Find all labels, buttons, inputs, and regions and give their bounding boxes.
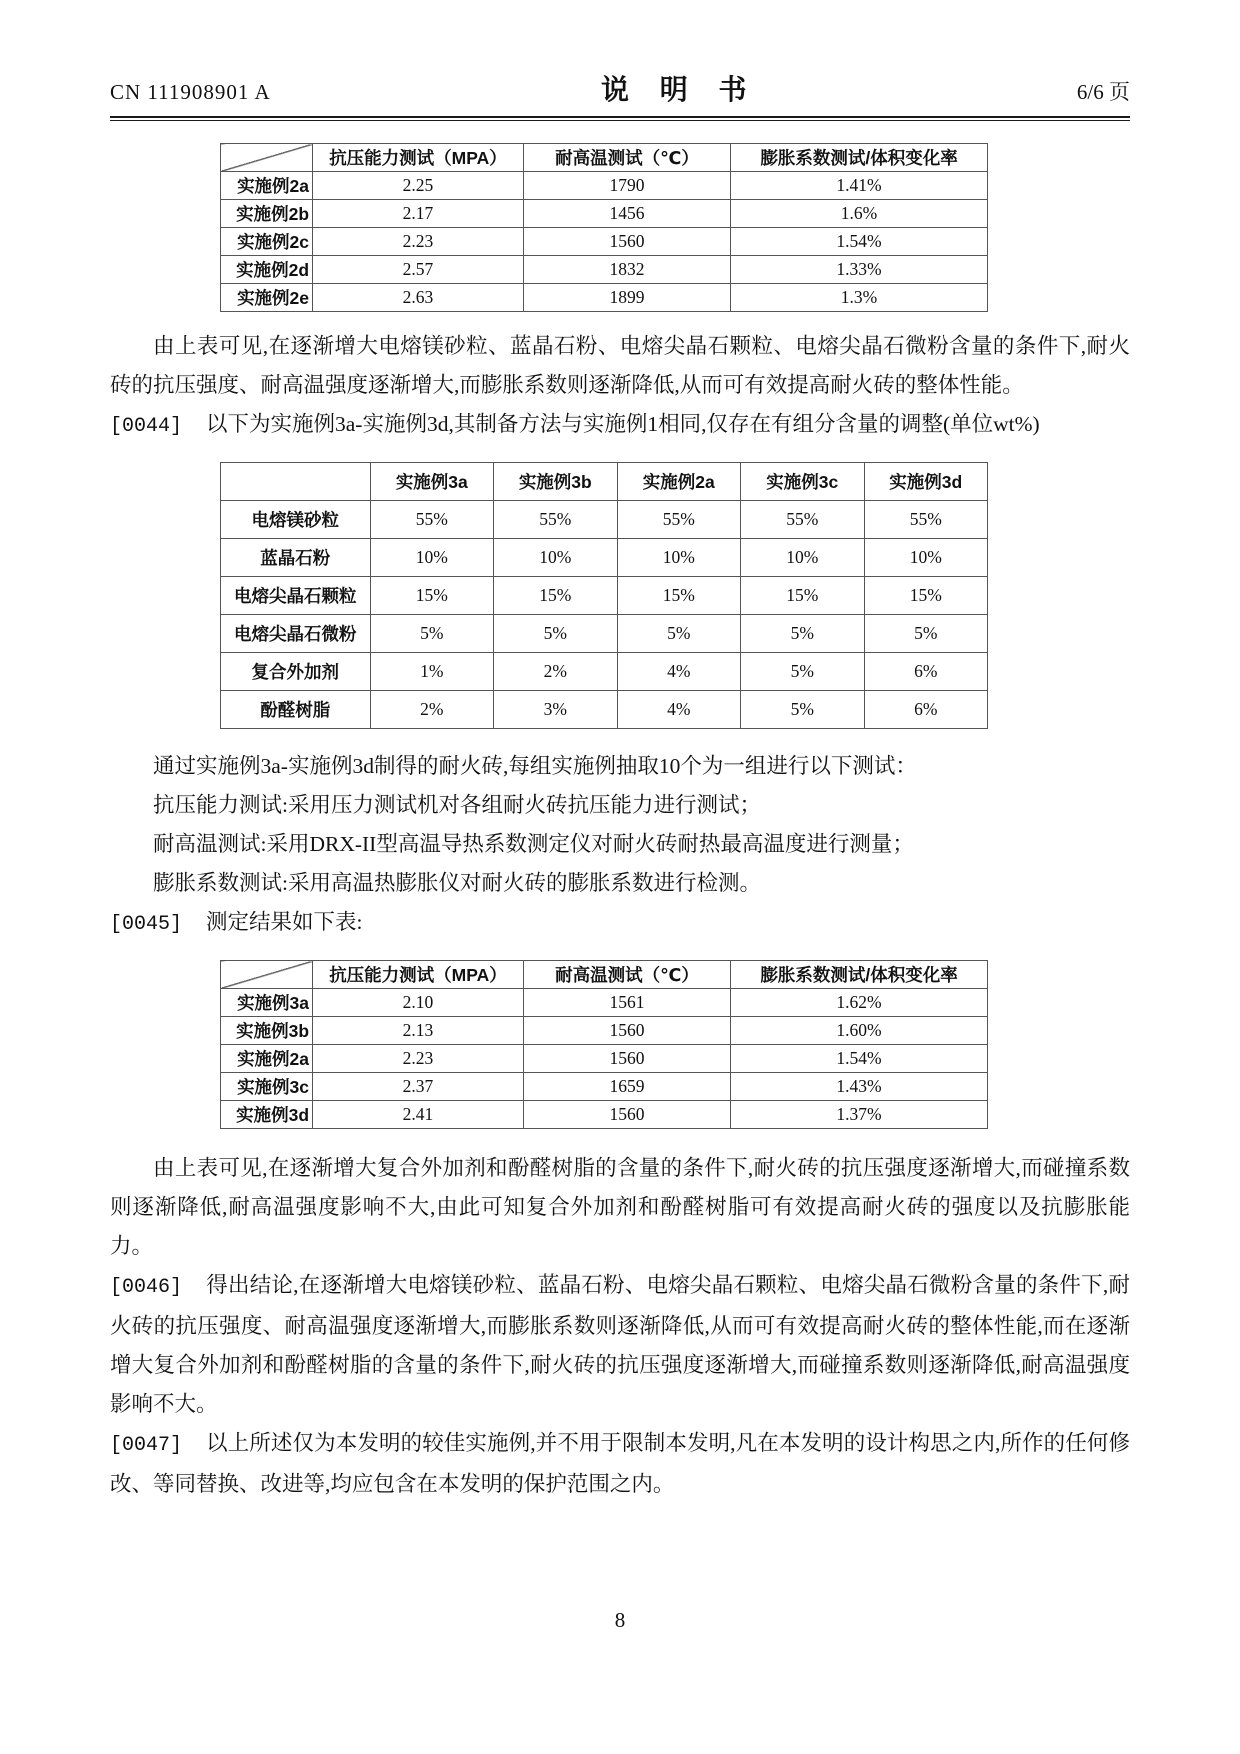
corner-cell — [221, 961, 313, 989]
row-label: 实施例2d — [221, 256, 313, 284]
table-cell: 6% — [864, 691, 988, 729]
document-number: CN 111908901 A — [110, 80, 271, 104]
table-cell: 1.33% — [731, 256, 988, 284]
table-cell: 5% — [864, 615, 988, 653]
table-row — [221, 1045, 988, 1073]
row-label: 实施例2e — [221, 284, 313, 312]
table-header-row — [221, 144, 988, 172]
table-cell: 2.17 — [313, 200, 524, 228]
page-indicator: 6/6 页 — [1076, 80, 1130, 104]
column-header: 耐高温测试（℃） — [523, 144, 730, 172]
table-cell: 1.3% — [731, 284, 988, 312]
table-cell: 10% — [864, 539, 988, 577]
row-label: 电熔镁砂粒 — [221, 501, 371, 539]
column-header: 实施例3d — [864, 463, 988, 501]
table-row — [221, 653, 988, 691]
row-label: 实施例2c — [221, 228, 313, 256]
table-row — [221, 989, 988, 1017]
paragraph: 通过实施例3a-实施例3d制得的耐火砖,每组实施例抽取10个为一组进行以下测试： — [153, 754, 917, 778]
table-cell: 4% — [617, 653, 740, 691]
table-cell: 2.23 — [313, 228, 524, 256]
table-cell: 2.41 — [313, 1101, 524, 1129]
paragraph: 抗压能力测试:采用压力测试机对各组耐火砖抗压能力进行测试； — [153, 793, 761, 817]
table-row — [221, 200, 988, 228]
paragraph-text: 以上所述仅为本发明的较佳实施例,并不用于限制本发明,凡在本发明的设计构思之内,所作的任何修改、等同替换、改进等,均应包含在本发明的保护范围之内。 — [110, 1431, 1130, 1496]
table-cell: 55% — [741, 501, 864, 539]
column-header: 实施例3b — [494, 463, 617, 501]
table-row — [221, 501, 988, 539]
paragraph-text: 得出结论,在逐渐增大电熔镁砂粒、蓝晶石粉、电熔尖晶石颗粒、电熔尖晶石微粉含量的条件下,耐火砖的抗压强度、耐高温强度逐渐增大,而膨胀系数则逐渐降低,从而可有效提高耐火砖的整体性能,而在逐渐增大复合外加剂和酚醛树脂的含量的条件下,耐火砖的抗压强度逐渐增大,而碰撞系数则逐渐降低,耐高温强度影响不大。 — [110, 1273, 1130, 1416]
row-label: 实施例3a — [221, 989, 313, 1017]
table-cell: 10% — [741, 539, 864, 577]
page-number: 8 — [614, 1608, 626, 1632]
table-cell: 15% — [864, 577, 988, 615]
table-cell: 1.41% — [731, 172, 988, 200]
body-text — [110, 747, 1130, 944]
results-table-examples-3 — [220, 960, 988, 1129]
table-cell: 1% — [370, 653, 493, 691]
table-cell: 1.6% — [731, 200, 988, 228]
table-cell: 1.37% — [731, 1101, 988, 1129]
column-header: 实施例2a — [617, 463, 740, 501]
table-cell: 2.10 — [313, 989, 524, 1017]
paragraph-text: 以下为实施例3a-实施例3d,其制备方法与实施例1相同,仅存在有组分含量的调整(单位wt%) — [206, 412, 1040, 436]
table-cell: 1.62% — [731, 989, 988, 1017]
row-label: 实施例2b — [221, 200, 313, 228]
table-cell: 1560 — [523, 1045, 730, 1073]
table-header-row — [221, 463, 988, 501]
table-cell: 1790 — [523, 172, 730, 200]
row-label: 酚醛树脂 — [221, 691, 371, 729]
table-row — [221, 1101, 988, 1129]
paragraph: 耐高温测试:采用DRX-II型高温导热系数测定仪对耐火砖耐热最高温度进行测量； — [153, 832, 914, 856]
header-rule — [110, 116, 1130, 121]
table-cell: 1899 — [523, 284, 730, 312]
row-label: 实施例3b — [221, 1017, 313, 1045]
paragraph-0046 — [110, 1266, 1130, 1424]
page-header — [110, 68, 1130, 108]
paragraph-0045 — [110, 903, 1130, 944]
table-cell: 55% — [494, 501, 617, 539]
table-cell: 15% — [494, 577, 617, 615]
table-cell: 10% — [494, 539, 617, 577]
table-cell: 1560 — [523, 1017, 730, 1045]
table-cell: 10% — [617, 539, 740, 577]
table-cell: 2.37 — [313, 1073, 524, 1101]
row-label: 复合外加剂 — [221, 653, 371, 691]
table-cell: 10% — [370, 539, 493, 577]
column-header: 抗压能力测试（MPA） — [313, 144, 524, 172]
table-cell: 5% — [741, 615, 864, 653]
table-cell: 2.23 — [313, 1045, 524, 1073]
column-header: 实施例3c — [741, 463, 864, 501]
row-label: 电熔尖晶石颗粒 — [221, 577, 371, 615]
table-cell: 1456 — [523, 200, 730, 228]
table-row — [221, 577, 988, 615]
table-cell: 5% — [494, 615, 617, 653]
table-cell: 2.25 — [313, 172, 524, 200]
table-cell: 15% — [617, 577, 740, 615]
table-header-row — [221, 961, 988, 989]
page-title: 说明书 — [600, 74, 778, 105]
results-table-examples-2 — [220, 143, 988, 312]
column-header: 膨胀系数测试/体积变化率 — [731, 144, 988, 172]
table-row — [221, 615, 988, 653]
row-label: 实施例2a — [221, 1045, 313, 1073]
table-cell: 5% — [741, 653, 864, 691]
paragraph: 由上表可见,在逐渐增大复合外加剂和酚醛树脂的含量的条件下,耐火砖的抗压强度逐渐增大,而碰撞系数则逐渐降低,耐高温强度影响不大,由此可知复合外加剂和酚醛树脂可有效提高耐火砖的强度以及抗膨胀能力。 — [110, 1156, 1130, 1258]
table-cell: 1560 — [523, 228, 730, 256]
table-cell: 1.54% — [731, 1045, 988, 1073]
table-cell: 1561 — [523, 989, 730, 1017]
table-cell: 2.13 — [313, 1017, 524, 1045]
row-label: 实施例3d — [221, 1101, 313, 1129]
table-cell: 4% — [617, 691, 740, 729]
table-cell: 6% — [864, 653, 988, 691]
paragraph-number: [0046] — [110, 1276, 183, 1299]
table-row — [221, 228, 988, 256]
table-cell: 1.43% — [731, 1073, 988, 1101]
table-row — [221, 1017, 988, 1045]
table-row — [221, 1073, 988, 1101]
corner-cell — [221, 463, 371, 501]
table-cell: 55% — [864, 501, 988, 539]
paragraph-0047 — [110, 1424, 1130, 1504]
row-label: 实施例2a — [221, 172, 313, 200]
column-header: 实施例3a — [370, 463, 493, 501]
table-cell: 1659 — [523, 1073, 730, 1101]
table-row — [221, 172, 988, 200]
table-row — [221, 284, 988, 312]
table-row — [221, 256, 988, 284]
composition-table-examples-3 — [220, 462, 988, 729]
table-row — [221, 539, 988, 577]
row-label: 蓝晶石粉 — [221, 539, 371, 577]
table-cell: 55% — [370, 501, 493, 539]
paragraph-number: [0047] — [110, 1434, 183, 1457]
column-header: 膨胀系数测试/体积变化率 — [731, 961, 988, 989]
table-cell: 1832 — [523, 256, 730, 284]
table-cell: 5% — [617, 615, 740, 653]
table-cell: 3% — [494, 691, 617, 729]
paragraph-number: [0045] — [110, 913, 183, 936]
table-cell: 15% — [741, 577, 864, 615]
table-cell: 5% — [741, 691, 864, 729]
column-header: 抗压能力测试（MPA） — [313, 961, 524, 989]
row-label: 实施例3c — [221, 1073, 313, 1101]
table-cell: 15% — [370, 577, 493, 615]
paragraph-number: [0044] — [110, 415, 183, 438]
table-cell: 1.60% — [731, 1017, 988, 1045]
table-cell: 1.54% — [731, 228, 988, 256]
column-header: 耐高温测试（℃） — [523, 961, 730, 989]
table-cell: 2.57 — [313, 256, 524, 284]
table-row — [221, 691, 988, 729]
paragraph-text: 测定结果如下表: — [206, 910, 363, 934]
paragraph-0044 — [110, 405, 1130, 446]
paragraph: 由上表可见,在逐渐增大电熔镁砂粒、蓝晶石粉、电熔尖晶石颗粒、电熔尖晶石微粉含量的条件下,耐火砖的抗压强度、耐高温强度逐渐增大,而膨胀系数则逐渐降低,从而可有效提高耐火砖的整体性能。 — [110, 334, 1130, 397]
table-cell: 55% — [617, 501, 740, 539]
paragraph: 膨胀系数测试:采用高温热膨胀仪对耐火砖的膨胀系数进行检测。 — [153, 871, 761, 895]
table-cell: 5% — [370, 615, 493, 653]
corner-cell — [221, 144, 313, 172]
table-cell: 2% — [494, 653, 617, 691]
table-cell: 2.63 — [313, 284, 524, 312]
body-text — [110, 1149, 1130, 1504]
body-text — [110, 327, 1130, 446]
row-label: 电熔尖晶石微粉 — [221, 615, 371, 653]
table-cell: 1560 — [523, 1101, 730, 1129]
table-cell: 2% — [370, 691, 493, 729]
